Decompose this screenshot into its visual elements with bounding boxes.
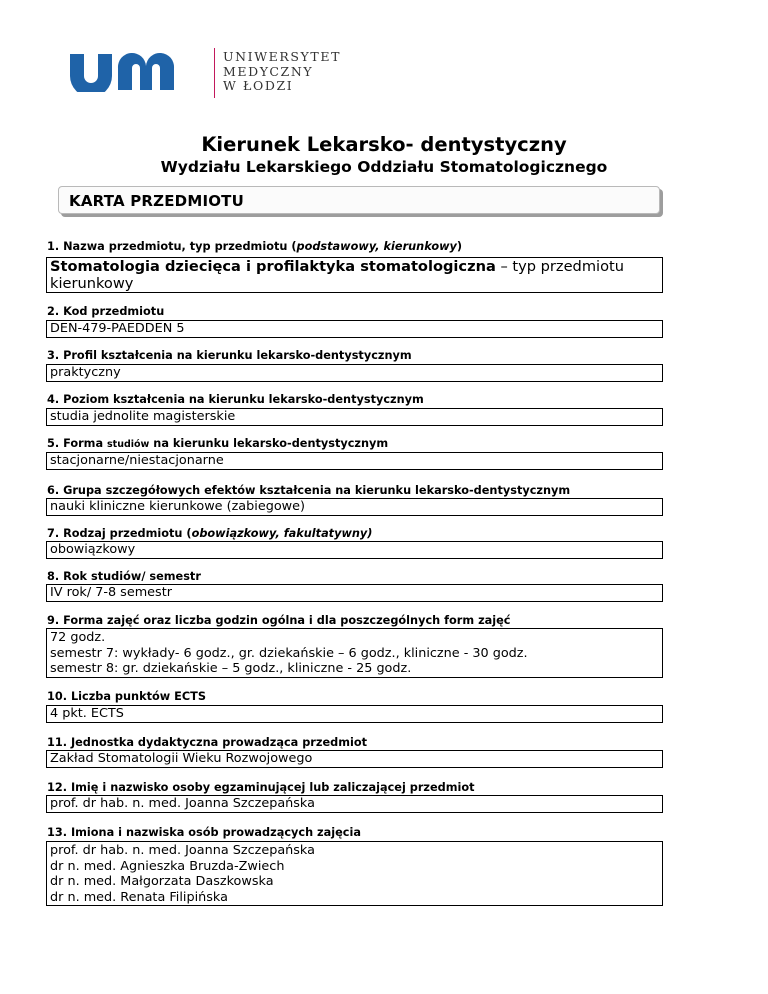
lecturer-4: dr n. med. Renata Filipińska xyxy=(50,889,228,905)
course-name: Stomatologia dziecięca i profilaktyka stomatologiczna xyxy=(50,258,496,275)
card-title-box xyxy=(58,186,660,214)
section-3-value: praktyczny xyxy=(46,364,663,382)
section-5-value: stacjonarne/niestacjonarne xyxy=(46,452,663,470)
section-2-value: DEN-479-PAEDDEN 5 xyxy=(46,320,663,338)
section-6-label: 6. Grupa szczegółowych efektów kształcenia na kierunku lekarsko-dentystycznym xyxy=(47,484,571,497)
section-9-value xyxy=(46,628,663,678)
section-11-value: Zakład Stomatologii Wieku Rozwojowego xyxy=(46,750,663,768)
lecturer-2: dr n. med. Agnieszka Bruzda-Zwiech xyxy=(50,858,285,874)
logo-line-2: MEDYCZNY xyxy=(223,63,314,79)
section-9-label: 9. Forma zajęć oraz liczba godzin ogólna i dla poszczególnych form zajęć xyxy=(47,614,511,627)
section-10-value: 4 pkt. ECTS xyxy=(46,705,663,723)
section-8-label: 8. Rok studiów/ semestr xyxy=(47,570,201,583)
card-title: KARTA PRZEDMIOTU xyxy=(69,192,244,210)
lecturer-1: prof. dr hab. n. med. Joanna Szczepańska xyxy=(50,843,315,858)
section-1-value: Stomatologia dziecięca i profilaktyka stomatologiczna – typ przedmiotu kierunkowy xyxy=(46,257,663,293)
section-8-value: IV rok/ 7-8 semestr xyxy=(46,584,663,602)
page-title: Kierunek Lekarsko- dentystyczny xyxy=(201,133,567,156)
section-10-label: 10. Liczba punktów ECTS xyxy=(47,690,206,703)
section-3-label: 3. Profil kształcenia na kierunku lekarsko-dentystycznym xyxy=(47,349,412,362)
section-13-label: 13. Imiona i nazwiska osób prowadzących zajęcia xyxy=(47,826,361,839)
section-12-label: 12. Imię i nazwisko osoby egzaminującej lub zaliczającej przedmiot xyxy=(47,781,475,794)
hours-semester-7: semestr 7: wykłady- 6 godz., gr. dziekańskie – 6 godz., kliniczne - 30 godz. xyxy=(50,645,528,661)
hours-total: 72 godz. xyxy=(50,630,106,645)
section-7-value: obowiązkowy xyxy=(46,541,663,559)
section-12-value: prof. dr hab. n. med. Joanna Szczepańska xyxy=(46,795,663,813)
section-1-label: 1. Nazwa przedmiotu, typ przedmiotu (podstawowy, kierunkowy) xyxy=(47,240,463,253)
logo-line-3: W ŁODZI xyxy=(223,78,294,93)
section-4-value: studia jednolite magisterskie xyxy=(46,408,663,426)
um-logo-mark-icon xyxy=(68,52,208,92)
section-13-value xyxy=(46,841,663,906)
logo-divider xyxy=(214,48,215,98)
section-4-label: 4. Poziom kształcenia na kierunku lekarsko-dentystycznym xyxy=(47,393,424,406)
logo-text xyxy=(223,50,341,94)
section-2-label: 2. Kod przedmiotu xyxy=(47,305,165,318)
logo-line-1: UNIWERSYTET xyxy=(223,49,342,64)
section-6-value: nauki kliniczne kierunkowe (zabiegowe) xyxy=(46,498,663,516)
page-subtitle: Wydziału Lekarskiego Oddziału Stomatologicznego xyxy=(160,158,608,176)
hours-semester-8: semestr 8: gr. dziekańskie – 5 godz., kliniczne - 25 godz. xyxy=(50,661,412,676)
section-5-label: 5. Forma studiów na kierunku lekarsko-dentystycznym xyxy=(47,437,389,450)
section-11-label: 11. Jednostka dydaktyczna prowadząca przedmiot xyxy=(47,736,368,749)
university-logo xyxy=(68,48,342,104)
lecturer-3: dr n. med. Małgorzata Daszkowska xyxy=(50,874,274,889)
section-7-label: 7. Rodzaj przedmiotu (obowiązkowy, fakultatywny) xyxy=(47,527,373,540)
